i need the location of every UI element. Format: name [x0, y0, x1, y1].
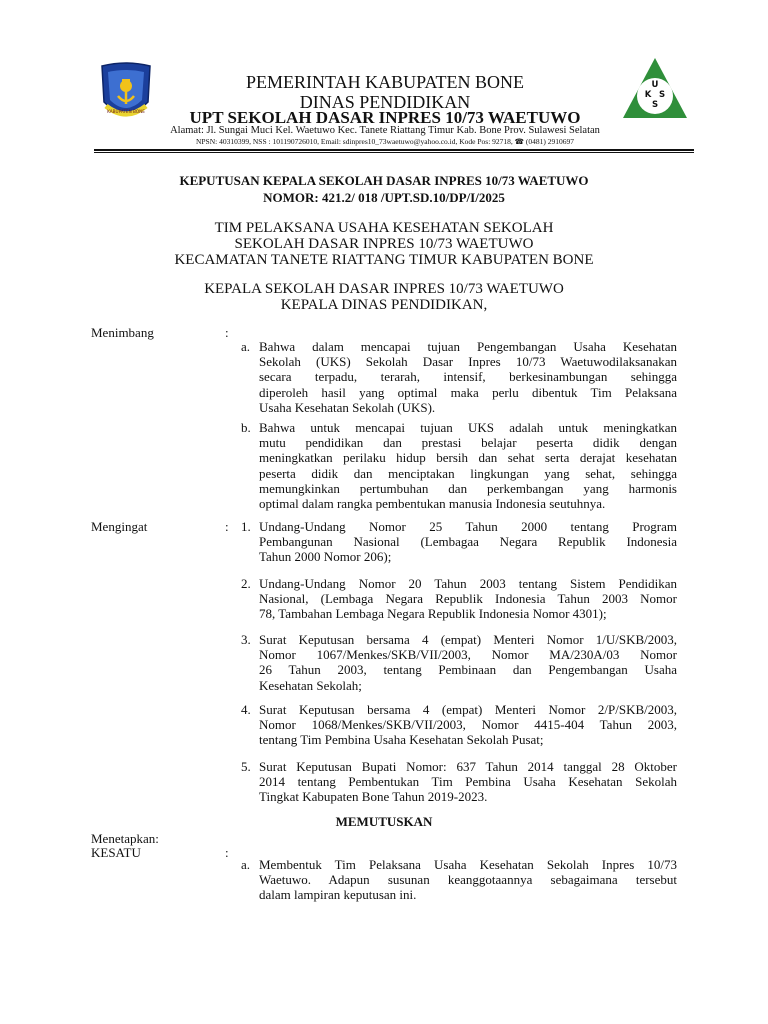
text-line: Nomor 1067/Menkes/SKB/VII/2003, Nomor MA/230A/03 Nomor: [259, 647, 677, 663]
uks-letter-s2: S: [651, 100, 659, 110]
text-line: Usaha Kesehatan Sekolah (UKS).: [259, 399, 436, 415]
kesatu-label: KESATU: [91, 845, 141, 860]
memutuskan-heading: MEMUTUSKAN: [335, 814, 433, 829]
text-line: 2014 tentang Pembentukan Tim Pembina Usaha Kesehatan Sekolah: [259, 774, 677, 790]
menimbang-a-text: [259, 339, 677, 415]
text-line: meningkatkan perilaku hidup bersih dan sehat serta derajat kesehatan: [259, 450, 677, 466]
emblem-text: KABUPATEN BONE: [107, 109, 145, 114]
kesatu-a-marker: a.: [241, 857, 251, 872]
menimbang-b-text: [259, 420, 677, 511]
uks-logo: [621, 56, 689, 122]
kesatu-a-text: [259, 857, 677, 903]
mengingat-2-marker: 2.: [241, 576, 251, 591]
text-line: Surat Keputusan Bupati Nomor: 637 Tahun 2014 tanggal 28 Oktober: [259, 759, 677, 774]
letterhead-rule-thick: [94, 149, 694, 151]
mengingat-5-text: [259, 759, 677, 805]
bone-regency-emblem: [98, 62, 154, 124]
mengingat-3-marker: 3.: [241, 632, 251, 647]
text-line: mutu pendidikan dan prestasi belajar peserta didik dengan: [259, 435, 677, 451]
text-line: tentang Tim Pembina Usaha Kesehatan Sekolah Pusat;: [259, 732, 544, 748]
letterhead-rule-thin: [94, 152, 694, 153]
text-line: Undang-Undang Nomor 25 Tahun 2000 tentang Program: [259, 519, 677, 534]
text-line: peserta didik dan menciptakan lingkungan yang sehat, sehingga: [259, 465, 677, 481]
mengingat-5-marker: 5.: [241, 759, 251, 774]
mengingat-1-marker: 1.: [241, 519, 251, 534]
menimbang-label: Menimbang: [91, 325, 154, 340]
kop-school-name: UPT SEKOLAH DASAR INPRES 10/73 WAETUWO: [189, 108, 581, 127]
text-line: Surat Keputusan bersama 4 (empat) Menteri Nomor 1/U/SKB/2003,: [259, 632, 677, 647]
menetapkan-label: Menetapkan:: [91, 831, 159, 846]
subject-line-2: SEKOLAH DASAR INPRES 10/73 WAETUWO: [234, 236, 534, 252]
mengingat-label: Mengingat: [91, 519, 148, 534]
text-line: Pembangunan Nasional (Lembagaa Negara Republik Indonesia: [259, 534, 677, 550]
text-line: dalam lampiran keputusan ini.: [259, 887, 417, 903]
kop-department: DINAS PENDIDIKAN: [299, 92, 471, 112]
kop-government: PEMERINTAH KABUPATEN BONE: [246, 72, 524, 92]
text-line: Nomor 1068/Menkes/SKB/VII/2003, Nomor 4415-404 Tahun 2003,: [259, 717, 677, 733]
uks-letter-s1: S: [658, 90, 666, 100]
menimbang-b-marker: b.: [241, 420, 251, 435]
kop-contact: NPSN: 40310399, NSS : 101190726010, Email: sdinpres10_73waetuwo@yahoo.co.id, Kode Pos: 92718, ☎ (0481) 2910697: [195, 137, 575, 146]
subject-line-3: KECAMATAN TANETE RIATTANG TIMUR KABUPATEN BONE: [174, 252, 594, 268]
text-line: Undang-Undang Nomor 20 Tahun 2003 tentang Sistem Pendidikan: [259, 576, 677, 591]
mengingat-4-marker: 4.: [241, 702, 251, 717]
text-line: Bahwa dalam mencapai tujuan Pengembangan Usaha Kesehatan: [259, 339, 677, 354]
text-line: Surat Keputusan bersama 4 (empat) Menteri Nomor 2/P/SKB/2003,: [259, 702, 677, 717]
text-line: Membentuk Tim Pelaksana Usaha Kesehatan Sekolah Inpres 10/73: [259, 857, 677, 872]
text-line: Bahwa untuk mencapai tujuan UKS adalah untuk meningkatkan: [259, 420, 677, 435]
text-line: Kesehatan Sekolah;: [259, 677, 362, 693]
mengingat-colon: :: [225, 519, 229, 534]
menimbang-colon: :: [225, 325, 229, 340]
mengingat-1-text: [259, 519, 677, 565]
decree-title: KEPUTUSAN KEPALA SEKOLAH DASAR INPRES 10/73 WAETUWO: [179, 173, 589, 188]
text-line: memungkinkan pertumbuhan dan perkembangan yang harmonis: [259, 480, 677, 496]
text-line: diperoleh hasil yang optimal maka perlu dibentuk Tim Pelaksana: [259, 384, 677, 400]
text-line: optimal dalam rangka pembentukan manusia Indonesia seutuhnya.: [259, 496, 606, 512]
text-line: secara terpadu, terarah, intensif, berkesinambungan sehingga: [259, 369, 677, 385]
text-line: Tingkat Kabupaten Bone Tahun 2019-2023.: [259, 789, 488, 805]
kop-address: Alamat: Jl. Sungai Muci Kel. Waetuwo Kec. Tanete Riattang Timur Kab. Bone Prov. Sulawesi Selatan: [170, 125, 600, 136]
mengingat-3-text: [259, 632, 677, 693]
mengingat-2-text: [259, 576, 677, 622]
menimbang-a-marker: a.: [241, 339, 251, 354]
uks-letter-u: U: [651, 80, 659, 90]
uks-letter-k: K: [644, 90, 652, 100]
mengingat-4-text: [259, 702, 677, 748]
text-line: Nasional, (Lembaga Negara Republik Indonesia Tahun 2003 Nomor: [259, 591, 677, 607]
text-line: 78, Tambahan Lembaga Negara Republik Indonesia Nomor 4301);: [259, 606, 607, 622]
text-line: Tahun 2000 Nomor 206);: [259, 549, 392, 565]
text-line: 26 Tahun 2003, tentang Pembinaan dan Pengembangan Usaha: [259, 662, 677, 678]
decree-number: NOMOR: 421.2/ 018 /UPT.SD.10/DP/I/2025: [263, 190, 505, 205]
text-line: Sekolah (UKS) Sekolah Dasar Inpres 10/73 Waetuwodilaksanakan: [259, 354, 677, 370]
text-line: Waetuwo. Adapun susunan keanggotaannya sebagaimana tersebut: [259, 872, 677, 888]
subject-line-1: TIM PELAKSANA USAHA KESEHATAN SEKOLAH: [214, 220, 554, 236]
authority-line-2: KEPALA DINAS PENDIDIKAN,: [280, 297, 488, 313]
kesatu-colon: :: [225, 845, 229, 860]
authority-line-1: KEPALA SEKOLAH DASAR INPRES 10/73 WAETUWO: [204, 281, 564, 297]
